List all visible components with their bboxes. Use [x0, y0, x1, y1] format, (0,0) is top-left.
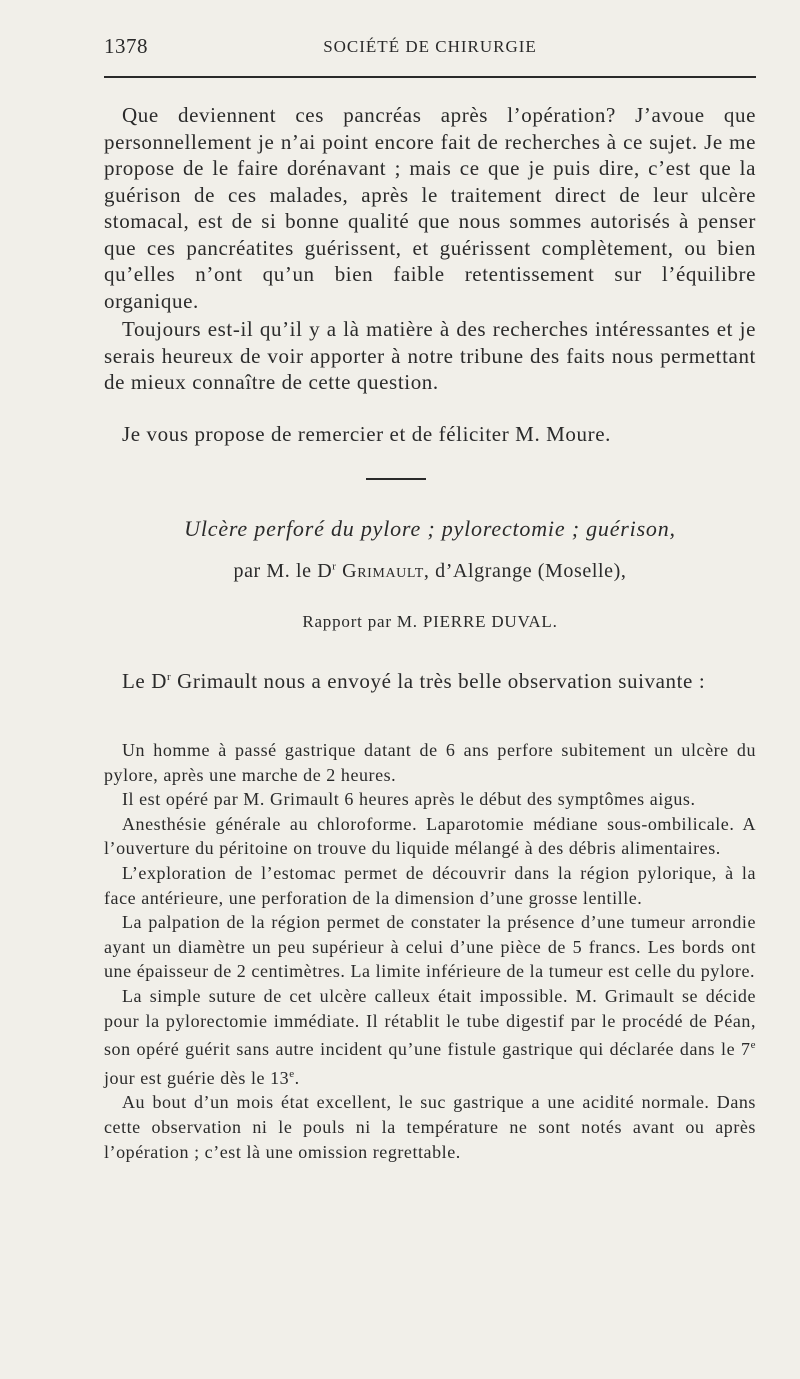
article-byline — [104, 560, 756, 583]
observation-paragraph: La palpation de la région permet de constater la présence d’une tumeur arrondie ayant un diamètre un peu supérieur à celui d’une pièce de 5 francs. Les bords ont une épaisseur de 2 centimètres. La limite inférieure de la tumeur est celle du pylore. — [104, 912, 756, 982]
page-header — [104, 34, 756, 64]
author-name: Grimault — [342, 560, 424, 582]
byline-suffix: , d’Algrange (Moselle), — [423, 560, 627, 582]
observation-paragraph — [104, 984, 756, 1090]
report-line: Rapport par M. PIERRE DUVAL. — [302, 612, 558, 631]
page-number: 1378 — [104, 34, 148, 58]
obs-sup: e — [750, 1039, 756, 1052]
section-separator — [366, 478, 426, 480]
observation-paragraph: Anesthésie générale au chloroforme. Laparotomie médiane sous-ombilicale. A l’ouverture du péritoine on trouve du liquide mélangé à des débris alimentaires. — [104, 813, 756, 859]
paragraph-recherches: Toujours est-il qu’il y a là matière à des recherches intéressantes et je serais heureux de voir apporter à notre tribune des faits nous permettant de mieux connaître de cette question. — [104, 317, 756, 394]
article-title: Ulcère perforé du pylore ; pylorectomie ; guérison, — [184, 516, 676, 541]
observation-paragraph: Un homme à passé gastrique datant de 6 ans perfore subitement un ulcère du pylore, après une marche de 2 heures. — [104, 740, 756, 785]
byline-sup: r — [332, 560, 337, 573]
intro-prefix: Le D — [122, 669, 167, 693]
intro-suffix: Grimault nous a envoyé la très belle observation suivante : — [171, 669, 706, 693]
paragraph-pancreas: Que deviennent ces pancréas après l’opération? J’avoue que personnellement je n’ai point encore fait de recherches à ce sujet. Je me propose de le faire dorénavant ; mais ce que je puis dire, c’est que la guérison de ces malades, après le traitement direct de leur ulcère stomacal, est de si bonne qualité que nous sommes autorisés à penser que ces pancréatites guérissent, et guérissent complètement, ou bien qu’elles n’ont qu’un bien faible retentissement sur l’équilibre organique. — [104, 103, 756, 313]
intro-sup: r — [166, 671, 172, 683]
observation-paragraph: Il est opéré par M. Grimault 6 heures après le début des symptômes aigus. — [122, 789, 696, 810]
header-rule — [104, 76, 756, 78]
obs-text: jour est guérie dès le 13 — [104, 1067, 290, 1088]
observation-paragraph: L’exploration de l’estomac permet de découvrir dans la région pylorique, à la face antérieure, une perforation de la dimension d’une grosse lentille. — [104, 862, 756, 908]
running-head: SOCIÉTÉ DE CHIRURGIE — [323, 37, 537, 56]
paragraph-remerciement: Je vous propose de remercier et de féliciter M. Moure. — [122, 422, 611, 446]
obs-sup: e — [289, 1067, 295, 1080]
byline-prefix: par M. le D — [233, 560, 333, 582]
obs-text: La simple suture de cet ulcère calleux était impossible. M. Grimault se décide pour la pylorectomie immédiate. Il rétablit le tube digestif par le procédé de Péan, son opéré guérit sans autre incident qu’une fistule gastrique qui déclarée dans le 7 — [104, 985, 756, 1060]
obs-text: . — [294, 1067, 300, 1088]
paragraph-intro — [104, 664, 756, 695]
observation-paragraph: Au bout d’un mois état excellent, le suc gastrique a une acidité normale. Dans cette observation ni le pouls ni la température ne sont notés avant ou après l’opération ; c’est là une omission regrettable. — [104, 1092, 756, 1162]
observation-block — [104, 738, 756, 1164]
